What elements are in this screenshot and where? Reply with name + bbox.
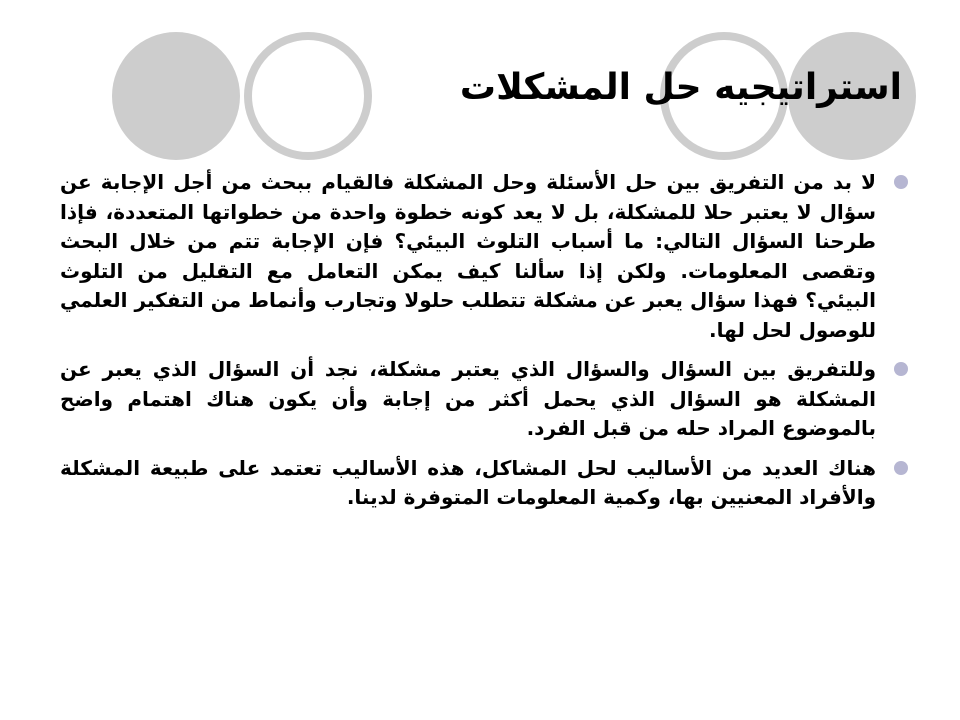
bullet-text: لا بد من التفريق بين حل الأسئلة وحل المشكلة فالقيام ببحث من أجل الإجابة عن سؤال لا يعتبر حلا للمشكلة، بل لا يعد كونه خطوة واحدة من خطواتها المتعددة، فإذا طرحنا السؤال التالي: ما أسباب التلوث البيئي؟ فإن الإجابة تتم من خلال البحث وتقصى المعلومات. ولكن إذا سألنا كيف يمكن التعامل مع التقليل من التلوث البيئي؟ فهذا سؤال يعبر عن مشكلة تتطلب حلولا وتجارب وأنماط من التفكير العلمي للوصول لحل لها. (60, 170, 876, 342)
bullet-item-1 (60, 168, 912, 345)
bullet-dot-icon (894, 175, 908, 189)
bullet-text: هناك العديد من الأساليب لحل المشاكل، هذه الأساليب تعتمد على طبيعة المشكلة والأفراد المعنيين بها، وكمية المعلومات المتوفرة لدينا. (60, 455, 876, 509)
bullet-text: وللتفريق بين السؤال والسؤال الذي يعتبر مشكلة، نجد أن السؤال الذي يعبر عن المشكلة هو السؤال الذي يحمل أكثر من إجابة وأن يكون هناك اهتمام واضح بالموضوع المراد حله من قبل الفرد. (60, 357, 876, 440)
slide-title: استراتيجيه حل المشكلات (459, 67, 902, 108)
bullet-dot-icon (894, 461, 908, 475)
bullet-item-3 (60, 454, 912, 513)
bullet-list (60, 168, 912, 523)
bullet-item-2 (60, 355, 912, 444)
bullet-dot-icon (894, 362, 908, 376)
